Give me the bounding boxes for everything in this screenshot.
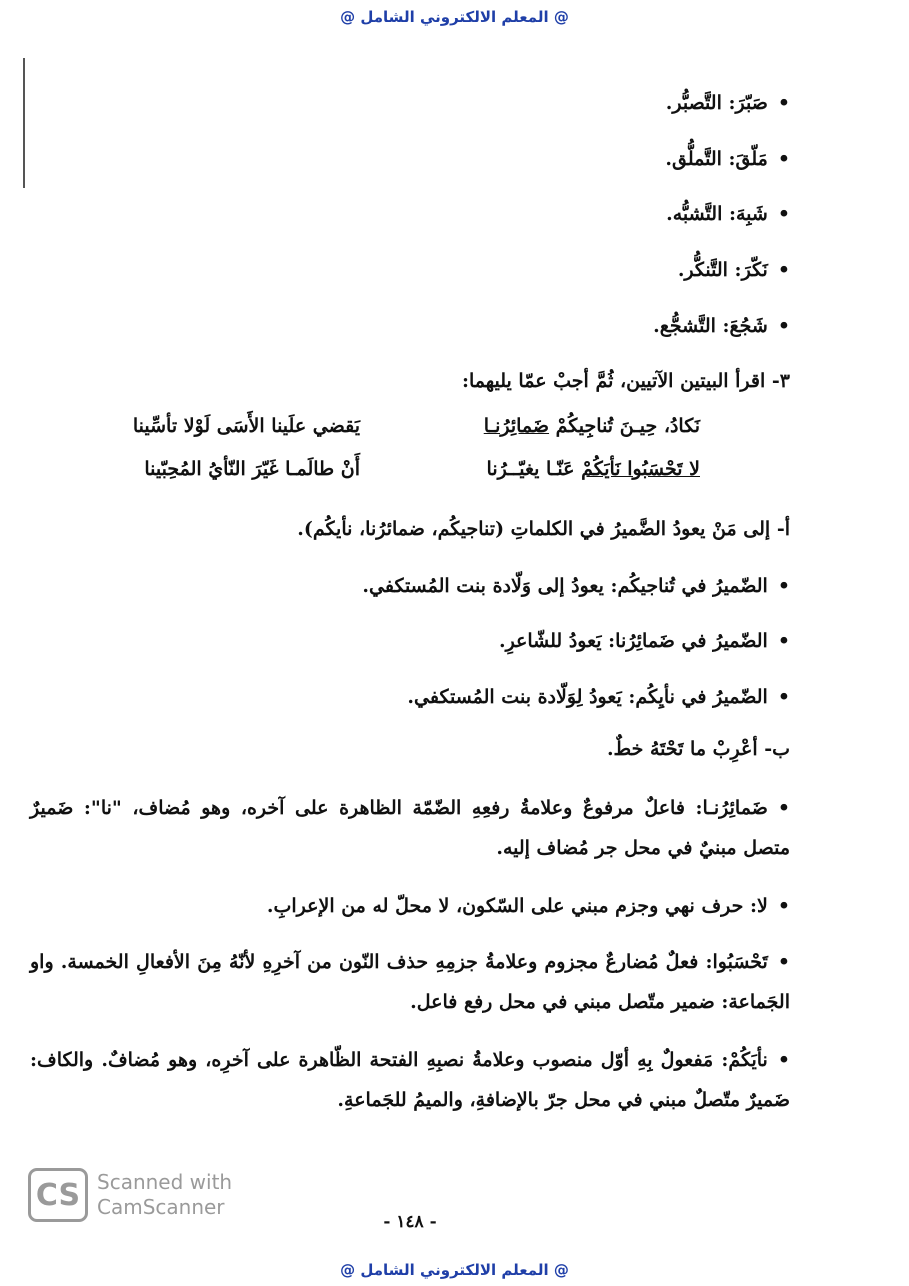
derivation-item: • شَجُعَ: التَّشجُّع. — [653, 315, 790, 337]
verse-2-second-hemistich: أَنْ طالَمـا غَيّرَ النّأيُ المُحِبّينا — [144, 458, 360, 480]
header-watermark: @ المعلم الالكتروني الشامل @ — [340, 8, 569, 26]
verse-2-first-hemistich: لا تَحْسَبُوا نَأيَكُمْ عَنّـا يغيّــرُنا — [486, 458, 700, 480]
parsing-item: • نأيَكُمْ: مَفعولٌ بِهِ أوّل منصوب وعلامةُ نصبِهِ الفتحة الظّاهرة على آخرِه، وهو مُضافٌ. والكاف: ضَميرٌ متّصلٌ مبني في محل جرّ بالإضافةِ، والميمُ للجَماعةِ. — [30, 1040, 790, 1120]
question-3-heading: ٣- اقرأ البيتين الآتيين، ثُمَّ أجبْ عمّا يليهما: — [461, 370, 790, 392]
part-a-heading: أ- إلى مَنْ يعودُ الضَّميرُ في الكلماتِ (تناجيكُم، ضمائرُنا، نأيكُم). — [297, 518, 790, 540]
part-a-answer: • الضّميرُ في تُناجيكُم: يعودُ إلى وَلّادة بنت المُستكفي. — [362, 575, 790, 597]
underlined-word: لا تَحْسَبُوا نَأيَكُمْ — [581, 458, 700, 480]
footer-watermark: @ المعلم الالكتروني الشامل @ — [340, 1261, 569, 1279]
part-a-answer: • الضّميرُ في ضَمائِرُنا: يَعودُ للشّاعرِ. — [499, 630, 790, 652]
part-a-answer: • الضّميرُ في نأيِكُم: يَعودُ لِوَلّادة بنت المُستكفي. — [407, 686, 790, 708]
derivation-item: • صَبّرَ: التَّصبُّر. — [666, 92, 790, 114]
parsing-item: • لا: حرف نهي وجزم مبني على السّكون، لا محلّ له من الإعرابِ. — [267, 895, 790, 917]
underlined-word: ضَمائِرُنـا — [483, 415, 550, 437]
page-number: - ١٤٨ - — [383, 1212, 437, 1232]
verse-1-second-hemistich: يَقضي علَينا الأَسَى لَوْلا تأسِّينا — [132, 415, 360, 437]
parsing-item: • تَحْسَبُوا: فعلٌ مُضارعٌ مجزوم وعلامةُ جزمِهِ حذف النّون من آخرِهِ لأنّهُ مِنَ الأفعالِ الخمسة. واو الجَماعة: ضمير متّصل مبني في محل رفع فاعل. — [30, 942, 790, 1022]
derivation-item: • شَبِهَ: التَّشبُّه. — [666, 203, 790, 225]
camscanner-text: Scanned with CamScanner — [97, 1170, 233, 1219]
camscanner-logo: CS — [28, 1168, 88, 1222]
verse-1-first-hemistich: نَكادُ، حِيـنَ تُناجِيكُمْ ضَمائِرُنـا — [483, 415, 700, 437]
part-b-heading: ب- أعْرِبْ ما تَحْتَهُ خطٌ. — [606, 738, 790, 760]
parsing-item: • ضَمائِرُنـا: فاعلٌ مرفوعٌ وعلامةُ رفعِهِ الضّمّة الظاهرة على آخره، وهو مُضاف، "نا": ضَميرٌ متصل مبنيٌ في محل جر مُضاف إليه. — [30, 788, 790, 868]
poem-verse-1 — [30, 415, 790, 445]
poem-verse-2 — [30, 458, 790, 488]
scan-edge-line — [23, 58, 25, 188]
derivation-item: • نَكّرَ: التَّنكُّر. — [678, 259, 790, 281]
derivation-item: • مَلّقَ: التَّملُّق. — [665, 148, 790, 170]
